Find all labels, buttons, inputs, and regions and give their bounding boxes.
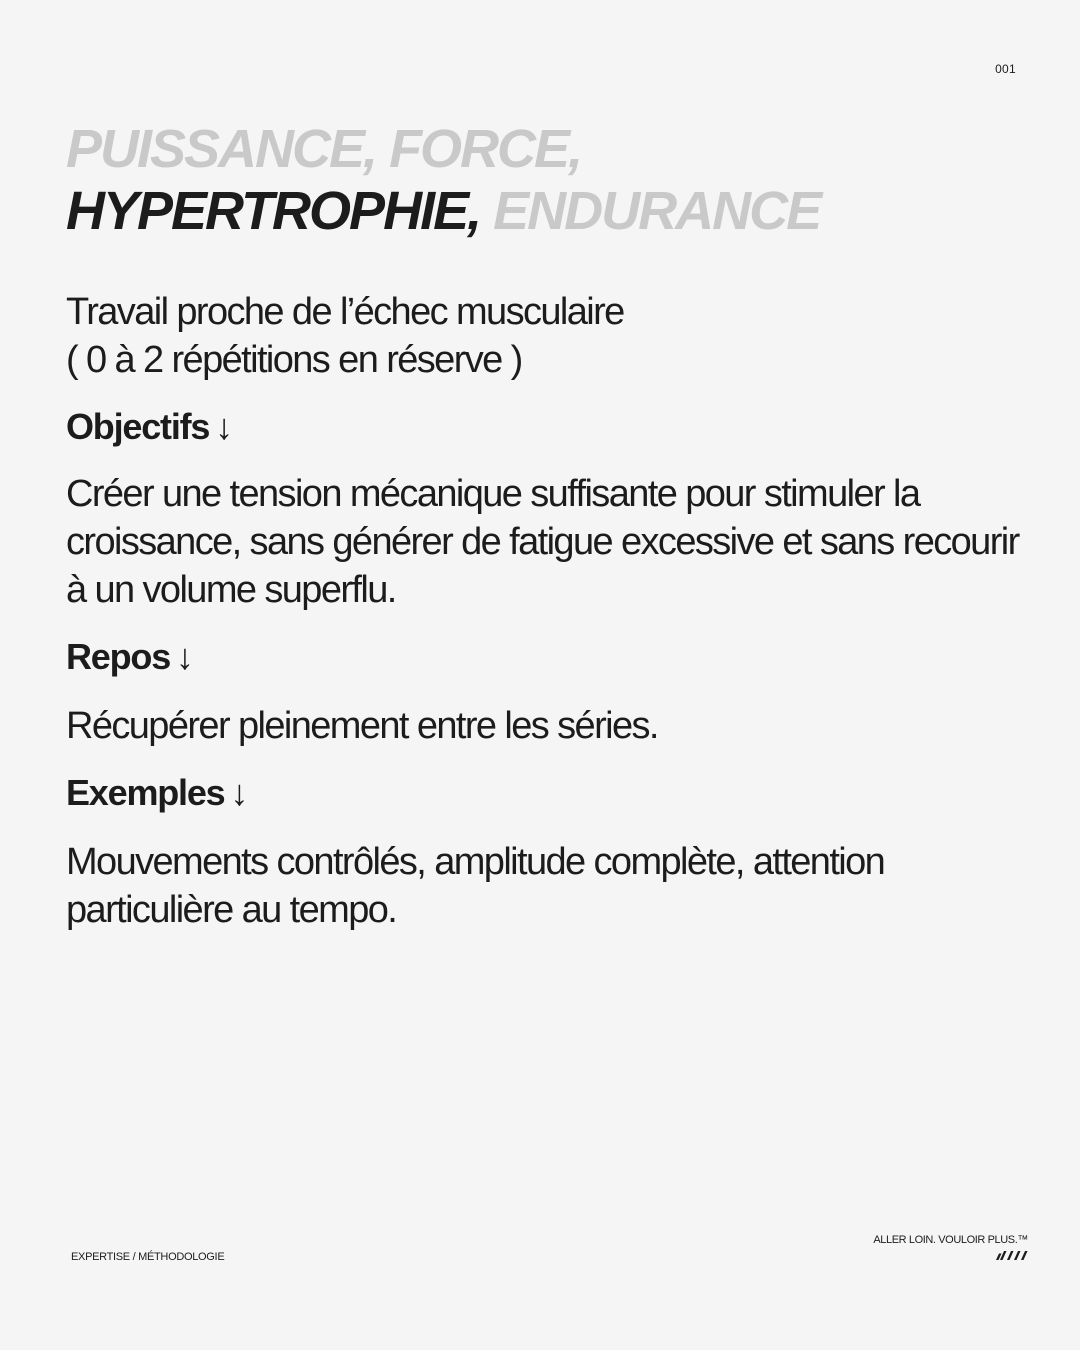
section-heading-label: Objectifs (66, 406, 210, 447)
section-body-repos: Récupérer pleinement entre les séries. (66, 705, 658, 747)
section-heading-repos (66, 636, 1026, 678)
arrow-down-icon: ↓ (215, 406, 233, 447)
section-heading-label: Repos (66, 636, 171, 677)
main-content (66, 288, 1026, 934)
section-body-exemples: Mouvements contrôlés, amplitude complète, attention particulière au tempo. (66, 841, 885, 931)
title-line-2-rest: ENDURANCE (493, 181, 821, 241)
intro-line-1: Travail proche de l’échec musculaire (66, 291, 624, 333)
footer-tagline: ALLER LOIN. VOULOIR PLUS.™ (873, 1234, 1028, 1246)
page-number: 001 (995, 62, 1016, 76)
footer-category: EXPERTISE / MÉTHODOLOGIE (71, 1251, 225, 1263)
arrow-down-icon: ↓ (176, 636, 193, 677)
page-title (66, 118, 820, 242)
intro-line-2: ( 0 à 2 répétitions en réserve ) (66, 339, 522, 381)
section-body-objectifs: Créer une tension mécanique suffisante pour stimuler la croissance, sans générer de fatigue excessive et sans recourir à un volume superflu. (66, 473, 1019, 611)
intro-text (66, 288, 1026, 384)
section-heading-objectifs (66, 406, 1026, 448)
title-emphasis: HYPERTROPHIE, (66, 181, 481, 241)
brand-logo-icon (996, 1251, 1028, 1260)
title-line-1: PUISSANCE, FORCE, (66, 119, 582, 179)
footer-brand (873, 1234, 1028, 1260)
section-heading-exemples (66, 772, 1026, 814)
section-heading-label: Exemples (66, 772, 225, 813)
arrow-down-icon: ↓ (230, 772, 248, 813)
